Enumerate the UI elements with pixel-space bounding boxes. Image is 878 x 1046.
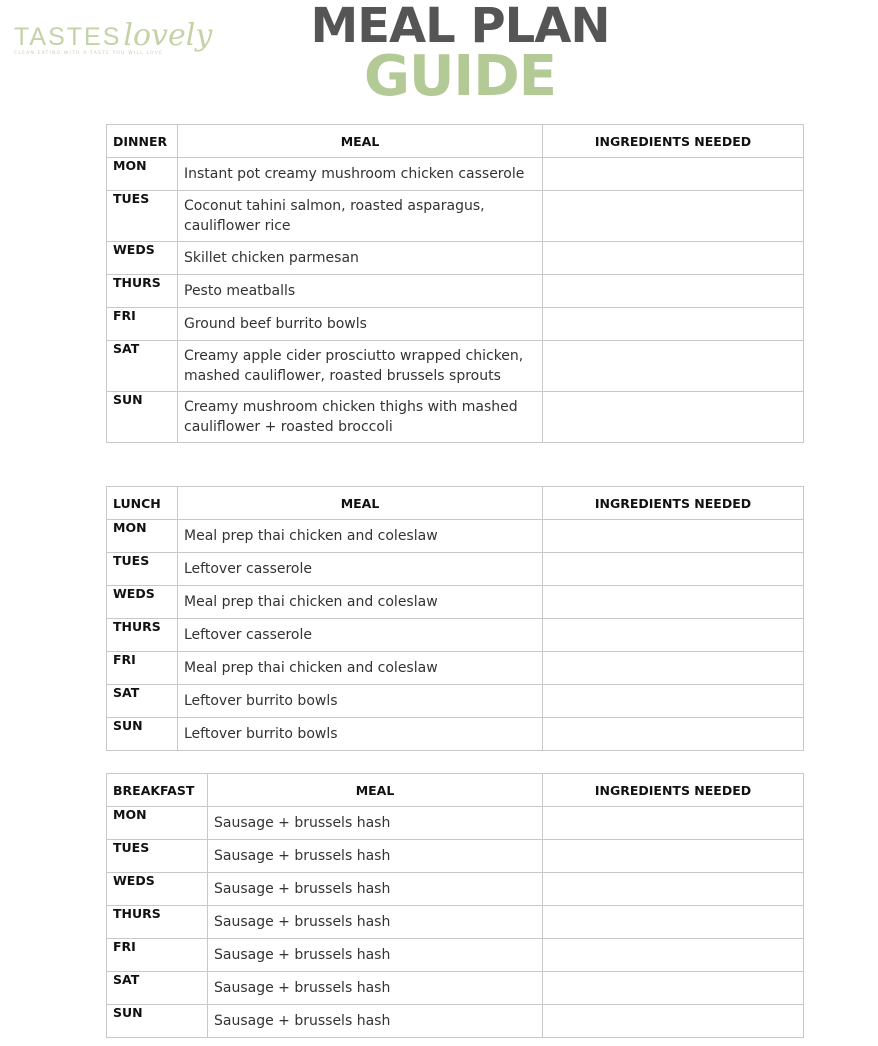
dinner-table xyxy=(106,124,804,443)
page-title xyxy=(280,0,640,109)
day-cell: SUN xyxy=(107,718,178,751)
meal-cell: Sausage + brussels hash xyxy=(208,807,543,840)
day-cell: WEDS xyxy=(107,873,208,906)
table-row xyxy=(107,906,804,939)
header-meal: MEAL xyxy=(178,487,543,520)
table-row xyxy=(107,520,804,553)
ingredients-cell[interactable] xyxy=(543,1005,804,1038)
logo-tagline: CLEAN EATING WITH A TASTE YOU WILL LOVE xyxy=(14,51,164,56)
ingredients-cell[interactable] xyxy=(543,392,804,443)
ingredients-cell[interactable] xyxy=(543,341,804,392)
ingredients-cell[interactable] xyxy=(543,619,804,652)
lunch-table xyxy=(106,486,804,751)
meal-cell: Instant pot creamy mushroom chicken casserole xyxy=(178,158,543,191)
ingredients-cell[interactable] xyxy=(543,308,804,341)
meal-cell: Sausage + brussels hash xyxy=(208,972,543,1005)
table-row xyxy=(107,586,804,619)
header-day: DINNER xyxy=(107,125,178,158)
day-cell: FRI xyxy=(107,308,178,341)
table-row xyxy=(107,553,804,586)
day-cell: SAT xyxy=(107,972,208,1005)
meal-cell: Creamy mushroom chicken thighs with mashed cauliflower + roasted broccoli xyxy=(178,392,543,443)
day-cell: THURS xyxy=(107,619,178,652)
day-cell: MON xyxy=(107,158,178,191)
day-cell: SAT xyxy=(107,341,178,392)
breakfast-table xyxy=(106,773,804,1038)
ingredients-cell[interactable] xyxy=(543,718,804,751)
table-row xyxy=(107,718,804,751)
meal-cell: Leftover casserole xyxy=(178,553,543,586)
meal-cell: Ground beef burrito bowls xyxy=(178,308,543,341)
table-row xyxy=(107,840,804,873)
day-cell: WEDS xyxy=(107,242,178,275)
day-cell: THURS xyxy=(107,906,208,939)
title-line-meal-plan: MEAL PLAN xyxy=(310,0,610,54)
ingredients-cell[interactable] xyxy=(543,158,804,191)
table-row xyxy=(107,308,804,341)
ingredients-cell[interactable] xyxy=(543,191,804,242)
ingredients-cell[interactable] xyxy=(543,520,804,553)
table-row xyxy=(107,873,804,906)
day-cell: MON xyxy=(107,520,178,553)
header-ingredients: INGREDIENTS NEEDED xyxy=(543,125,804,158)
ingredients-cell[interactable] xyxy=(543,275,804,308)
ingredients-cell[interactable] xyxy=(543,242,804,275)
table-row xyxy=(107,619,804,652)
meal-cell: Meal prep thai chicken and coleslaw xyxy=(178,586,543,619)
ingredients-cell[interactable] xyxy=(543,906,804,939)
ingredients-cell[interactable] xyxy=(543,586,804,619)
day-cell: TUES xyxy=(107,840,208,873)
ingredients-cell[interactable] xyxy=(543,873,804,906)
day-cell: THURS xyxy=(107,275,178,308)
table-row xyxy=(107,1005,804,1038)
day-cell: WEDS xyxy=(107,586,178,619)
meal-cell: Coconut tahini salmon, roasted asparagus, cauliflower rice xyxy=(178,191,543,242)
ingredients-cell[interactable] xyxy=(543,807,804,840)
table-row xyxy=(107,685,804,718)
ingredients-cell[interactable] xyxy=(543,685,804,718)
day-cell: TUES xyxy=(107,553,178,586)
ingredients-cell[interactable] xyxy=(543,553,804,586)
brand-logo xyxy=(14,18,214,56)
table-row xyxy=(107,972,804,1005)
logo-tastes-text: TASTES xyxy=(14,23,122,51)
day-cell: MON xyxy=(107,807,208,840)
day-cell: FRI xyxy=(107,939,208,972)
logo-wordmark xyxy=(14,18,214,53)
table-row xyxy=(107,807,804,840)
table-row xyxy=(107,242,804,275)
table-row xyxy=(107,341,804,392)
meal-cell: Creamy apple cider prosciutto wrapped chicken, mashed cauliflower, roasted brussels sprouts xyxy=(178,341,543,392)
table-header-row xyxy=(107,487,804,520)
table-row xyxy=(107,275,804,308)
header-day: LUNCH xyxy=(107,487,178,520)
meal-cell: Pesto meatballs xyxy=(178,275,543,308)
meal-cell: Skillet chicken parmesan xyxy=(178,242,543,275)
logo-lovely-text: lovely xyxy=(123,18,213,53)
meal-cell: Leftover burrito bowls xyxy=(178,718,543,751)
meal-cell: Sausage + brussels hash xyxy=(208,873,543,906)
meal-cell: Leftover burrito bowls xyxy=(178,685,543,718)
table-row xyxy=(107,652,804,685)
table-row xyxy=(107,392,804,443)
meal-cell: Meal prep thai chicken and coleslaw xyxy=(178,652,543,685)
meal-cell: Leftover casserole xyxy=(178,619,543,652)
day-cell: SUN xyxy=(107,392,178,443)
day-cell: TUES xyxy=(107,191,178,242)
table-row xyxy=(107,191,804,242)
title-line-guide: GUIDE xyxy=(363,44,556,109)
meal-cell: Sausage + brussels hash xyxy=(208,939,543,972)
meal-cell: Sausage + brussels hash xyxy=(208,906,543,939)
ingredients-cell[interactable] xyxy=(543,939,804,972)
table-row xyxy=(107,158,804,191)
day-cell: SAT xyxy=(107,685,178,718)
header-ingredients: INGREDIENTS NEEDED xyxy=(543,487,804,520)
header-meal: MEAL xyxy=(178,125,543,158)
header-meal: MEAL xyxy=(208,774,543,807)
ingredients-cell[interactable] xyxy=(543,972,804,1005)
ingredients-cell[interactable] xyxy=(543,652,804,685)
header-ingredients: INGREDIENTS NEEDED xyxy=(543,774,804,807)
table-header-row xyxy=(107,125,804,158)
header-day: BREAKFAST xyxy=(107,774,208,807)
day-cell: FRI xyxy=(107,652,178,685)
meal-cell: Sausage + brussels hash xyxy=(208,840,543,873)
meal-cell: Meal prep thai chicken and coleslaw xyxy=(178,520,543,553)
ingredients-cell[interactable] xyxy=(543,840,804,873)
table-row xyxy=(107,939,804,972)
day-cell: SUN xyxy=(107,1005,208,1038)
table-header-row xyxy=(107,774,804,807)
meal-cell: Sausage + brussels hash xyxy=(208,1005,543,1038)
